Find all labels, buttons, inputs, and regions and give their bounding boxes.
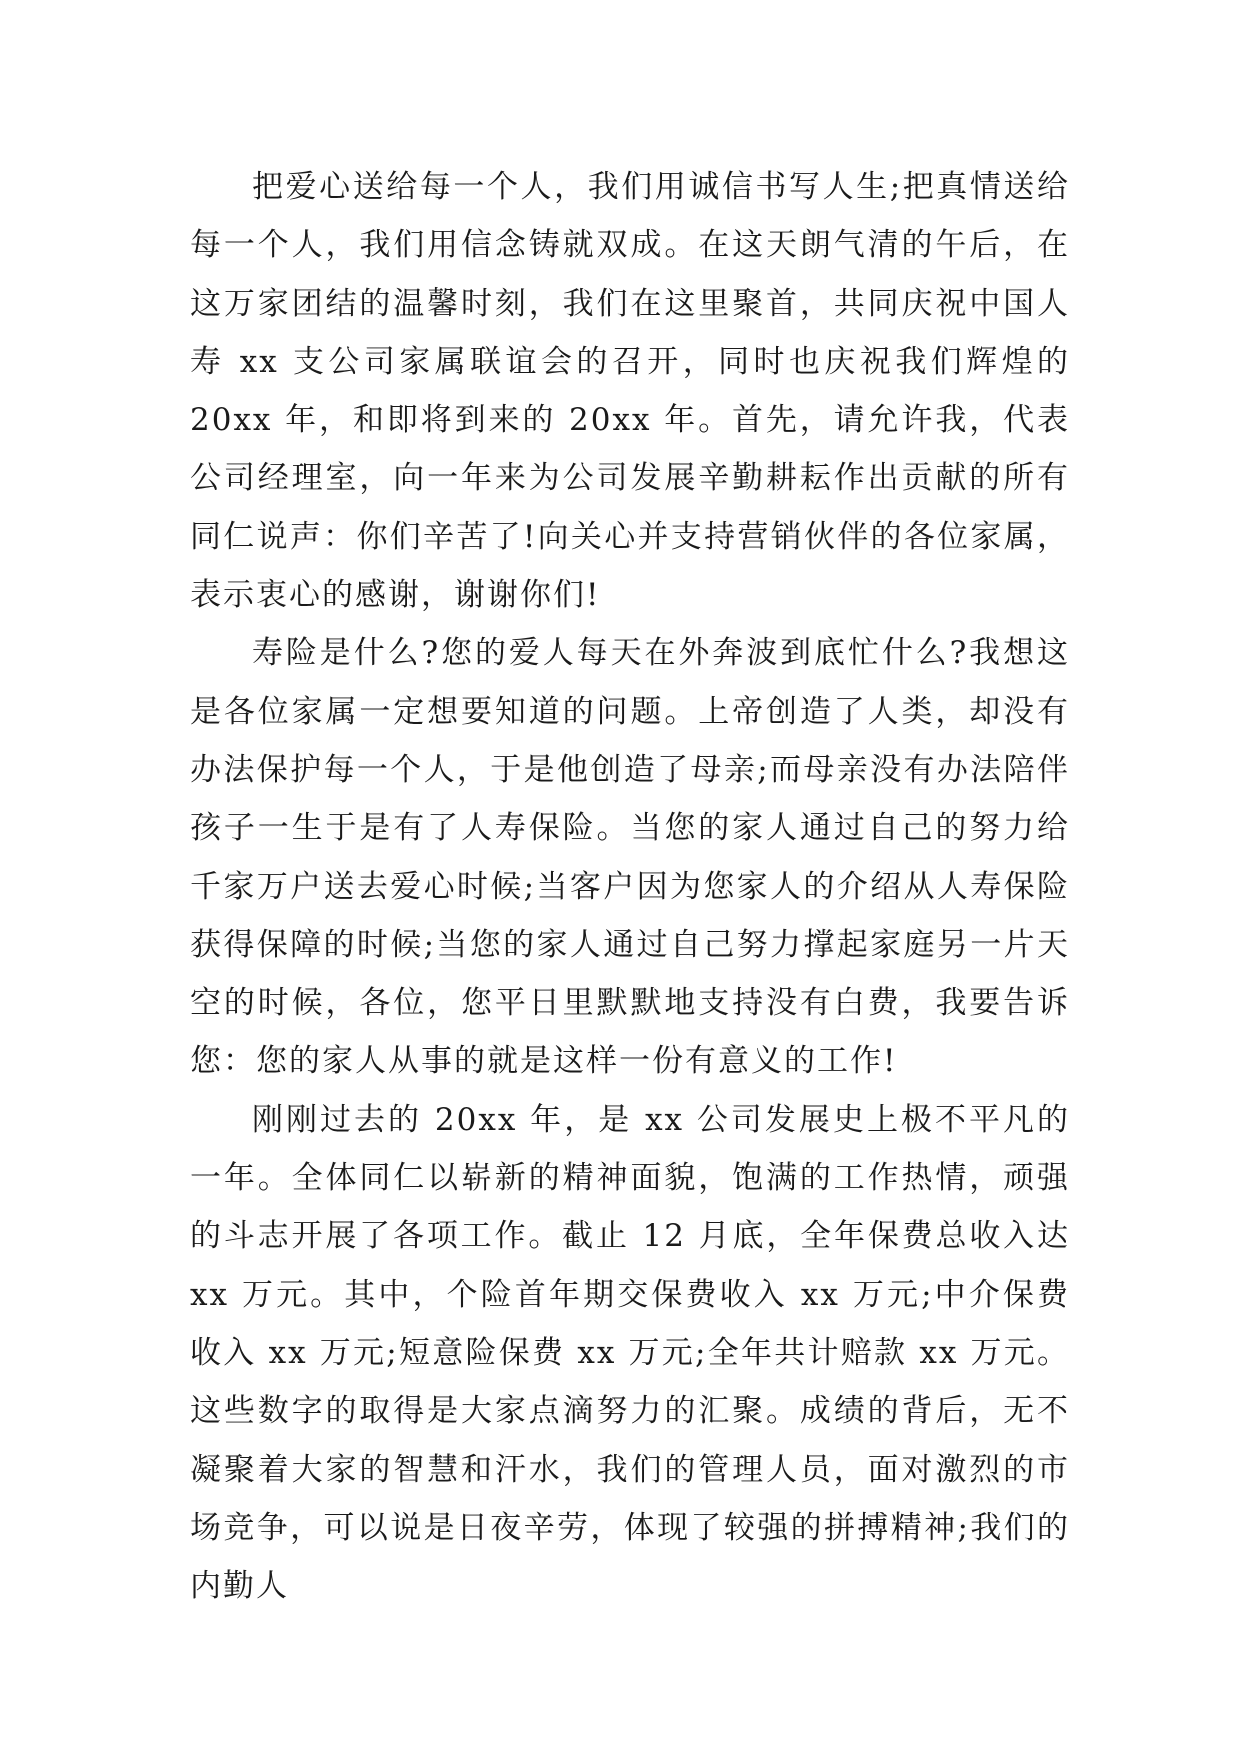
paragraph-3: 刚刚过去的 20xx 年，是 xx 公司发展史上极不平凡的一年。全体同仁以崭新的精神面貌，饱满的工作热情，顽强的斗志开展了各项工作。截止 12 月底，全年保费总收入达 xx 万元。其中，个险首年期交保费收入 xx 万元;中介保费收入 xx 万元;短意险保费 xx 万元;全年共计赔款 xx 万元。这些数字的取得是大家点滴努力的汇聚。成绩的背后，无不凝聚着大家的智慧和汗水，我们的管理人员，面对激烈的市场竞争，可以说是日夜辛劳，体现了较强的拼搏精神;我们的内勤人 bbox=[190, 1101, 1070, 1605]
paragraph-2: 寿险是什么?您的爱人每天在外奔波到底忙什么?我想这是各位家属一定想要知道的问题。上帝创造了人类，却没有办法保护每一个人，于是他创造了母亲;而母亲没有办法陪伴孩子一生于是有了人寿保险。当您的家人通过自己的努力给千家万户送去爱心时候;当客户因为您家人的介绍从人寿保险获得保障的时候;当您的家人通过自己努力撑起家庭另一片天空的时候，各位，您平日里默默地支持没有白费，我要告诉您：您的家人从事的就是这样一份有意义的工作! bbox=[190, 635, 1070, 1080]
document-body bbox=[190, 158, 1070, 1615]
paragraph-1: 把爱心送给每一个人，我们用诚信书写人生;把真情送给每一个人，我们用信念铸就双成。在这天朗气清的午后，在这万家团结的温馨时刻，我们在这里聚首，共同庆祝中国人寿 xx 支公司家属联谊会的召开，同时也庆祝我们辉煌的 20xx 年，和即将到来的 20xx 年。首先，请允许我，代表公司经理室，向一年来为公司发展辛勤耕耘作出贡献的所有同仁说声：你们辛苦了!向关心并支持营销伙伴的各位家属，表示衷心的感谢，谢谢你们! bbox=[190, 169, 1070, 614]
